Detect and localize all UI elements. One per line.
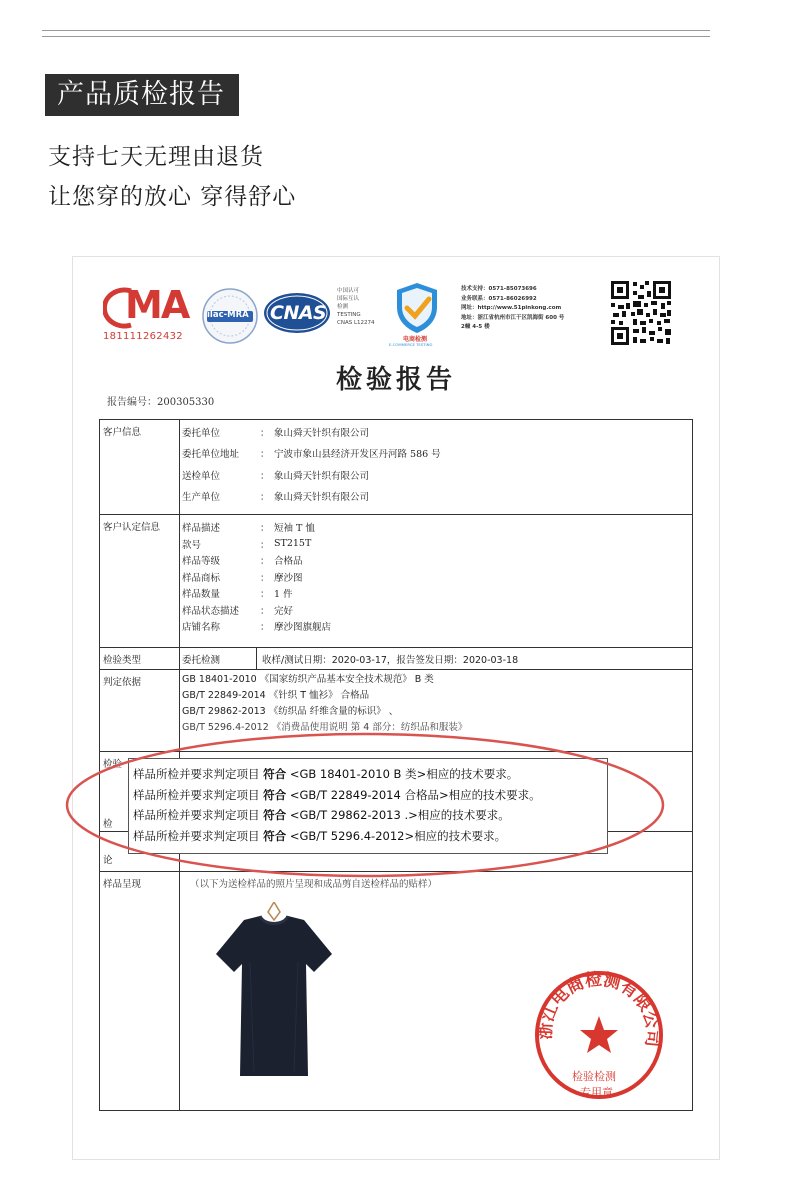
conclusion-verdict: 符合 bbox=[263, 787, 287, 802]
contact-line: 业务联系：0571-86026992 bbox=[461, 295, 537, 302]
client-confirm-row bbox=[100, 514, 692, 647]
basis-line: GB/T 29862-2013 《纺织品 纤维含量的标识》 、 bbox=[182, 706, 399, 717]
conclusion-standard: <GB 18401-2010 B 类> bbox=[289, 767, 427, 781]
conclusion-line bbox=[133, 805, 607, 826]
conclusion-suffix: 相应的技术要求。 bbox=[417, 808, 510, 822]
conclusion-label-part: 论 bbox=[100, 832, 180, 871]
lab-contact-info bbox=[461, 285, 564, 333]
inspection-type-row bbox=[100, 647, 692, 669]
field-key: 样品等级 bbox=[182, 556, 221, 568]
contact-line: 2幢 4-5 楼 bbox=[461, 324, 490, 330]
cnas-caption-line: 检测 bbox=[337, 304, 349, 310]
field-value: 象山舜天针织有限公司 bbox=[274, 470, 370, 482]
sample-field: 款号 ： ST215T bbox=[182, 538, 312, 551]
basis-row bbox=[100, 669, 692, 751]
ilac-mra-text: ilac-MRA bbox=[207, 310, 249, 320]
report-title: 检验报告 bbox=[335, 365, 456, 395]
inspection-type-value: 委托检测 bbox=[182, 655, 221, 666]
conclusion-prefix: 样品所检并要求判定项目 bbox=[133, 808, 260, 822]
cnas-caption-line: TESTING bbox=[337, 312, 361, 318]
client-confirm-label: 客户认定信息 bbox=[100, 515, 180, 647]
sample-field: 样品描述 ： 短袖 T 恤 bbox=[182, 519, 686, 536]
basis-label: 判定依据 bbox=[100, 670, 180, 751]
contact-line: 网址：http://www.51pinkong.com bbox=[461, 305, 562, 311]
inspection-dates: 收样/测试日期：2020-03-17，报告签发日期：2020-03-18 bbox=[262, 655, 519, 666]
conclusion-prefix: 样品所检并要求判定项目 bbox=[133, 767, 260, 781]
contact-line: 地址：浙江省杭州市江干区凯海街 600 号 bbox=[461, 314, 565, 321]
sample-field: 店铺名称 ： 摩沙图旗舰店 bbox=[182, 618, 686, 635]
conclusion-zoom-box bbox=[128, 758, 608, 854]
conclusion-suffix: 相应的技术要求。 bbox=[426, 767, 519, 781]
stamp-inner-text: 检验检测 bbox=[572, 1070, 616, 1083]
inspection-type-label: 检验类型 bbox=[100, 648, 180, 669]
svg-text:浙江电商检测有限公司: 浙江电商检测有限公司 bbox=[535, 969, 663, 1048]
qr-code-icon bbox=[609, 279, 673, 347]
sample-field: 样品数量 ： 1 件 bbox=[182, 585, 686, 602]
field-key: 样品数量 bbox=[182, 589, 221, 601]
cnas-text: CNAS bbox=[270, 302, 327, 324]
slogan-comfort: 让您穿的放心 穿得舒心 bbox=[48, 184, 297, 210]
client-info-item: 委托单位地址 ： 宁波市象山县经济开发区丹河路 586 号 bbox=[182, 443, 686, 465]
field-value: 象山舜天针织有限公司 bbox=[274, 427, 370, 439]
sample-presentation-note: （以下为送检样品的照片呈现和成品剪自送检样品的贴样） bbox=[190, 879, 438, 890]
conclusion-prefix: 样品所检并要求判定项目 bbox=[133, 828, 260, 843]
sample-field: 样品商标 ： 摩沙图 bbox=[182, 569, 686, 586]
contact-line: 技术支持：0571-85073696 bbox=[461, 286, 537, 292]
slogan-return-policy: 支持七天无理由退货 bbox=[48, 144, 264, 170]
conclusion-standard: <GB/T 29862-2013 .> bbox=[289, 808, 418, 822]
basis-line: GB/T 22849-2014 《针织 T 恤衫》 合格品 bbox=[182, 690, 370, 701]
field-value: 合格品 bbox=[274, 556, 303, 568]
client-info-row bbox=[100, 420, 692, 514]
client-info-item: 委托单位 ： 象山舜天针织有限公司 bbox=[182, 421, 686, 443]
conclusion-verdict: 符合 bbox=[263, 767, 287, 781]
basis-line: GB 18401-2010 《国家纺织产品基本安全技术规范》 B 类 bbox=[182, 674, 434, 685]
conclusion-prefix: 样品所检并要求判定项目 bbox=[133, 787, 260, 802]
field-key: 样品状态描述 bbox=[182, 605, 240, 617]
field-key: 送检单位 bbox=[182, 470, 221, 482]
field-key: 委托单位 bbox=[182, 427, 221, 439]
conclusion-standard: <GB/T 22849-2014 合格品> bbox=[289, 787, 449, 802]
basis-line: GB/T 5296.4-2012 《消费品使用说明 第 4 部分：纺织品和服装》 bbox=[182, 722, 468, 733]
field-key: 款号 bbox=[182, 539, 202, 551]
client-info-item: 送检单位 ： 象山舜天针织有限公司 bbox=[182, 464, 686, 486]
cnas-caption-line: 国际互认 bbox=[337, 296, 360, 302]
conclusion-suffix: 相应的技术要求。 bbox=[448, 787, 541, 802]
field-key: 生产单位 bbox=[182, 492, 221, 504]
stamp-inner-text-2: 专用章 bbox=[580, 1086, 613, 1099]
cnas-caption bbox=[337, 287, 375, 327]
field-value: 象山舜天针织有限公司 bbox=[274, 492, 370, 504]
field-value: 摩沙图 bbox=[274, 572, 303, 584]
shield-subcaption: E-COMMERCE TESTING bbox=[389, 342, 433, 347]
conclusion-standard: <GB/T 5296.4-2012> bbox=[289, 828, 415, 843]
client-info-label: 客户信息 bbox=[100, 420, 180, 514]
cma-text: MA bbox=[125, 283, 189, 327]
tshirt-sample-icon bbox=[210, 902, 338, 1080]
conclusion-label-part: 检 bbox=[103, 819, 113, 830]
sample-field: 样品状态描述 ： 完好 bbox=[182, 602, 686, 619]
field-key: 样品描述 bbox=[182, 523, 221, 535]
shield-caption: 电商检测 bbox=[403, 336, 428, 343]
conclusion-verdict: 符合 bbox=[263, 828, 287, 843]
conclusion-line bbox=[133, 826, 607, 847]
field-value: 1 件 bbox=[274, 589, 293, 601]
cnas-caption-line: 中国认可 bbox=[337, 288, 360, 294]
conclusion-label: 检验 bbox=[100, 752, 180, 831]
section-title: 产品质检报告 bbox=[45, 74, 239, 116]
field-value: ST215T bbox=[274, 538, 312, 550]
field-value: 摩沙图旗舰店 bbox=[274, 622, 332, 634]
report-number: 报告编号：200305330 bbox=[107, 397, 215, 408]
cma-logo bbox=[103, 285, 191, 343]
sample-presentation-label: 样品呈现 bbox=[100, 872, 180, 1110]
conclusion-line bbox=[133, 785, 607, 806]
conclusion-suffix: 相应的技术要求。 bbox=[414, 828, 507, 843]
field-key: 委托单位地址 bbox=[182, 449, 240, 461]
cma-number: 181111262432 bbox=[103, 331, 183, 342]
cnas-caption-line: CNAS L12274 bbox=[337, 320, 375, 326]
sample-field: 样品等级 ： 合格品 bbox=[182, 552, 686, 569]
field-key: 店铺名称 bbox=[182, 622, 221, 634]
top-divider bbox=[42, 30, 710, 37]
field-value: 宁波市象山县经济开发区丹河路 586 号 bbox=[274, 449, 441, 461]
conclusion-line bbox=[133, 764, 607, 785]
field-value: 完好 bbox=[274, 605, 294, 617]
field-value: 短袖 T 恤 bbox=[274, 523, 315, 535]
conclusion-verdict: 符合 bbox=[263, 808, 287, 822]
field-key: 样品商标 bbox=[182, 572, 221, 584]
client-info-item: 生产单位 ： 象山舜天针织有限公司 bbox=[182, 486, 686, 508]
